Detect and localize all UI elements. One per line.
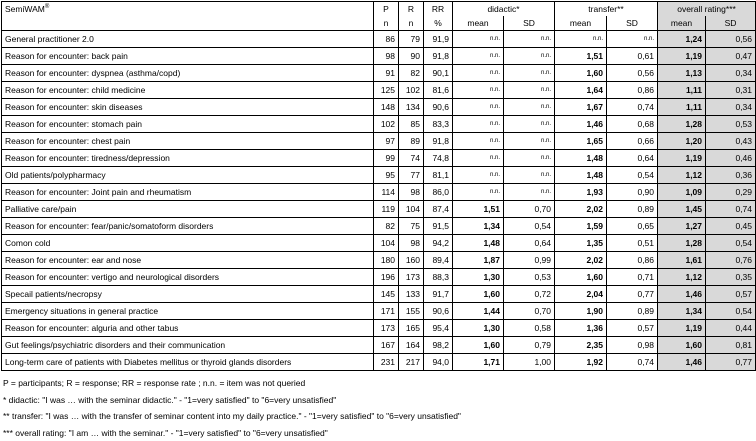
cell-responses: 134 bbox=[399, 99, 424, 116]
cell-overall-mean: 1,60 bbox=[658, 337, 706, 354]
registered-mark: ® bbox=[45, 4, 49, 10]
cell-seminar: Reason for encounter: Joint pain and rheumatism bbox=[2, 184, 374, 201]
header-rr: RR bbox=[424, 2, 453, 17]
cell-didactic-sd: 0,53 bbox=[504, 269, 555, 286]
note-overall: *** overall rating: "I am … with the seminar." - "1=very satisfied" to "6=very unsatisfied" bbox=[3, 425, 756, 441]
cell-seminar: Reason for encounter: child medicine bbox=[2, 82, 374, 99]
cell-transfer-mean: 2,04 bbox=[555, 286, 607, 303]
subheader-p-n: n bbox=[374, 16, 399, 31]
cell-didactic-sd: n.n. bbox=[504, 184, 555, 201]
cell-participants: 99 bbox=[374, 150, 399, 167]
table-title: SemiWAM bbox=[5, 4, 45, 14]
cell-didactic-mean: 1,51 bbox=[453, 201, 504, 218]
cell-overall-mean: 1,09 bbox=[658, 184, 706, 201]
cell-transfer-mean: 1,35 bbox=[555, 235, 607, 252]
cell-responses: 85 bbox=[399, 116, 424, 133]
cell-didactic-sd: n.n. bbox=[504, 48, 555, 65]
cell-participants: 104 bbox=[374, 235, 399, 252]
cell-transfer-mean: 2,02 bbox=[555, 201, 607, 218]
table-row bbox=[2, 82, 756, 99]
cell-didactic-mean: n.n. bbox=[453, 133, 504, 150]
cell-responses: 155 bbox=[399, 303, 424, 320]
cell-responses: 164 bbox=[399, 337, 424, 354]
table-row bbox=[2, 286, 756, 303]
cell-participants: 98 bbox=[374, 48, 399, 65]
cell-overall-sd: 0,54 bbox=[706, 235, 756, 252]
cell-didactic-mean: 1,60 bbox=[453, 286, 504, 303]
cell-response-rate: 81,1 bbox=[424, 167, 453, 184]
cell-overall-mean: 1,46 bbox=[658, 354, 706, 371]
cell-participants: 97 bbox=[374, 133, 399, 150]
table-row bbox=[2, 320, 756, 337]
cell-transfer-sd: 0,66 bbox=[607, 133, 658, 150]
cell-overall-mean: 1,19 bbox=[658, 150, 706, 167]
table-row bbox=[2, 184, 756, 201]
cell-didactic-mean: 1,87 bbox=[453, 252, 504, 269]
cell-overall-mean: 1,19 bbox=[658, 320, 706, 337]
cell-transfer-mean: 1,60 bbox=[555, 269, 607, 286]
cell-participants: 91 bbox=[374, 65, 399, 82]
cell-response-rate: 91,9 bbox=[424, 31, 453, 48]
cell-responses: 133 bbox=[399, 286, 424, 303]
cell-responses: 79 bbox=[399, 31, 424, 48]
cell-overall-mean: 1,28 bbox=[658, 235, 706, 252]
cell-overall-sd: 0,47 bbox=[706, 48, 756, 65]
subheader-overall-mean: mean bbox=[658, 16, 706, 31]
cell-transfer-sd: 0,71 bbox=[607, 269, 658, 286]
cell-transfer-mean: 1,48 bbox=[555, 167, 607, 184]
cell-overall-mean: 1,61 bbox=[658, 252, 706, 269]
cell-responses: 98 bbox=[399, 235, 424, 252]
cell-didactic-mean: 1,30 bbox=[453, 269, 504, 286]
cell-response-rate: 83,3 bbox=[424, 116, 453, 133]
cell-didactic-mean: n.n. bbox=[453, 99, 504, 116]
table-row bbox=[2, 235, 756, 252]
table-row bbox=[2, 65, 756, 82]
cell-participants: 95 bbox=[374, 167, 399, 184]
cell-participants: 171 bbox=[374, 303, 399, 320]
cell-responses: 74 bbox=[399, 150, 424, 167]
cell-didactic-sd: n.n. bbox=[504, 82, 555, 99]
cell-response-rate: 91,7 bbox=[424, 286, 453, 303]
cell-overall-sd: 0,54 bbox=[706, 303, 756, 320]
cell-overall-mean: 1,12 bbox=[658, 167, 706, 184]
cell-responses: 75 bbox=[399, 218, 424, 235]
cell-responses: 160 bbox=[399, 252, 424, 269]
cell-didactic-mean: n.n. bbox=[453, 82, 504, 99]
cell-response-rate: 90,1 bbox=[424, 65, 453, 82]
cell-overall-sd: 0,44 bbox=[706, 320, 756, 337]
table-row bbox=[2, 150, 756, 167]
cell-participants: 125 bbox=[374, 82, 399, 99]
cell-participants: 114 bbox=[374, 184, 399, 201]
cell-didactic-mean: 1,71 bbox=[453, 354, 504, 371]
cell-transfer-sd: 0,77 bbox=[607, 286, 658, 303]
cell-transfer-mean: 1,36 bbox=[555, 320, 607, 337]
subheader-overall-sd: SD bbox=[706, 16, 756, 31]
note-didactic: * didactic: "I was … with the seminar didactic." - "1=very satisfied" to "6=very unsatisfied" bbox=[3, 392, 756, 409]
cell-overall-sd: 0,31 bbox=[706, 82, 756, 99]
cell-seminar: Gut feelings/psychiatric disorders and their communication bbox=[2, 337, 374, 354]
cell-transfer-sd: 0,89 bbox=[607, 201, 658, 218]
cell-response-rate: 95,4 bbox=[424, 320, 453, 337]
cell-didactic-sd: 0,70 bbox=[504, 303, 555, 320]
cell-didactic-mean: n.n. bbox=[453, 150, 504, 167]
table-row bbox=[2, 31, 756, 48]
evaluation-table bbox=[1, 1, 756, 371]
subheader-didactic-mean: mean bbox=[453, 16, 504, 31]
cell-transfer-mean: 2,35 bbox=[555, 337, 607, 354]
cell-response-rate: 74,8 bbox=[424, 150, 453, 167]
table-body bbox=[2, 31, 756, 371]
cell-response-rate: 90,6 bbox=[424, 303, 453, 320]
cell-transfer-mean: 1,92 bbox=[555, 354, 607, 371]
cell-transfer-mean: 1,90 bbox=[555, 303, 607, 320]
cell-responses: 90 bbox=[399, 48, 424, 65]
cell-overall-mean: 1,20 bbox=[658, 133, 706, 150]
cell-transfer-sd: 0,64 bbox=[607, 150, 658, 167]
cell-didactic-sd: n.n. bbox=[504, 150, 555, 167]
cell-transfer-sd: 0,61 bbox=[607, 48, 658, 65]
cell-overall-sd: 0,56 bbox=[706, 31, 756, 48]
cell-overall-mean: 1,24 bbox=[658, 31, 706, 48]
table-row bbox=[2, 337, 756, 354]
cell-overall-sd: 0,43 bbox=[706, 133, 756, 150]
header-transfer: transfer** bbox=[555, 2, 658, 17]
cell-transfer-sd: 0,51 bbox=[607, 235, 658, 252]
cell-participants: 119 bbox=[374, 201, 399, 218]
cell-overall-sd: 0,36 bbox=[706, 167, 756, 184]
cell-overall-sd: 0,34 bbox=[706, 65, 756, 82]
cell-didactic-sd: 0,79 bbox=[504, 337, 555, 354]
cell-overall-sd: 0,77 bbox=[706, 354, 756, 371]
cell-didactic-sd: 0,58 bbox=[504, 320, 555, 337]
cell-didactic-mean: 1,60 bbox=[453, 337, 504, 354]
table-row bbox=[2, 167, 756, 184]
cell-seminar: Specail patients/necropsy bbox=[2, 286, 374, 303]
cell-didactic-mean: 1,34 bbox=[453, 218, 504, 235]
cell-seminar: Reason for encounter: back pain bbox=[2, 48, 374, 65]
cell-seminar: Reason for encounter: alguria and other tabus bbox=[2, 320, 374, 337]
cell-didactic-sd: n.n. bbox=[504, 116, 555, 133]
subheader-empty bbox=[2, 16, 374, 31]
cell-transfer-sd: 0,86 bbox=[607, 252, 658, 269]
cell-overall-mean: 1,46 bbox=[658, 286, 706, 303]
cell-overall-sd: 0,74 bbox=[706, 201, 756, 218]
cell-responses: 82 bbox=[399, 65, 424, 82]
cell-transfer-sd: 0,65 bbox=[607, 218, 658, 235]
cell-didactic-mean: 1,30 bbox=[453, 320, 504, 337]
cell-didactic-mean: n.n. bbox=[453, 167, 504, 184]
cell-overall-mean: 1,19 bbox=[658, 48, 706, 65]
cell-responses: 165 bbox=[399, 320, 424, 337]
cell-didactic-mean: 1,44 bbox=[453, 303, 504, 320]
cell-transfer-mean: 1,67 bbox=[555, 99, 607, 116]
cell-response-rate: 91,8 bbox=[424, 133, 453, 150]
cell-didactic-sd: 0,70 bbox=[504, 201, 555, 218]
cell-response-rate: 86,0 bbox=[424, 184, 453, 201]
subheader-row bbox=[2, 16, 756, 31]
cell-participants: 231 bbox=[374, 354, 399, 371]
cell-transfer-sd: 0,57 bbox=[607, 320, 658, 337]
subheader-transfer-sd: SD bbox=[607, 16, 658, 31]
cell-transfer-sd: 0,98 bbox=[607, 337, 658, 354]
cell-didactic-mean: n.n. bbox=[453, 31, 504, 48]
cell-seminar: Old patients/polypharmacy bbox=[2, 167, 374, 184]
cell-response-rate: 94,0 bbox=[424, 354, 453, 371]
cell-seminar: Reason for encounter: stomach pain bbox=[2, 116, 374, 133]
cell-seminar: Reason for encounter: chest pain bbox=[2, 133, 374, 150]
cell-seminar: Palliative care/pain bbox=[2, 201, 374, 218]
cell-transfer-mean: 1,46 bbox=[555, 116, 607, 133]
cell-responses: 104 bbox=[399, 201, 424, 218]
cell-didactic-sd: 0,54 bbox=[504, 218, 555, 235]
table-row bbox=[2, 354, 756, 371]
cell-transfer-mean: 1,64 bbox=[555, 82, 607, 99]
cell-transfer-mean: 1,93 bbox=[555, 184, 607, 201]
cell-participants: 82 bbox=[374, 218, 399, 235]
table-row bbox=[2, 218, 756, 235]
cell-transfer-sd: 0,68 bbox=[607, 116, 658, 133]
table-row bbox=[2, 133, 756, 150]
cell-seminar: Reason for encounter: tiredness/depression bbox=[2, 150, 374, 167]
cell-transfer-sd: 0,54 bbox=[607, 167, 658, 184]
cell-overall-sd: 0,46 bbox=[706, 150, 756, 167]
cell-didactic-mean: n.n. bbox=[453, 184, 504, 201]
table-row bbox=[2, 201, 756, 218]
cell-seminar: Reason for encounter: vertigo and neurological disorders bbox=[2, 269, 374, 286]
header-r: R bbox=[399, 2, 424, 17]
cell-responses: 77 bbox=[399, 167, 424, 184]
cell-didactic-sd: n.n. bbox=[504, 133, 555, 150]
note-transfer: ** transfer: "I was … with the transfer of seminar content into my daily practice." - "1=very satisfied" to "6=very unsatisfied" bbox=[3, 408, 756, 425]
header-overall: overall rating*** bbox=[658, 2, 756, 17]
table-row bbox=[2, 252, 756, 269]
cell-participants: 167 bbox=[374, 337, 399, 354]
cell-didactic-sd: n.n. bbox=[504, 65, 555, 82]
cell-responses: 173 bbox=[399, 269, 424, 286]
cell-participants: 86 bbox=[374, 31, 399, 48]
cell-participants: 173 bbox=[374, 320, 399, 337]
cell-transfer-sd: 0,74 bbox=[607, 99, 658, 116]
cell-transfer-mean: 1,48 bbox=[555, 150, 607, 167]
cell-overall-sd: 0,76 bbox=[706, 252, 756, 269]
cell-response-rate: 94,2 bbox=[424, 235, 453, 252]
cell-overall-sd: 0,81 bbox=[706, 337, 756, 354]
cell-didactic-mean: n.n. bbox=[453, 48, 504, 65]
subheader-rr-pct: % bbox=[424, 16, 453, 31]
cell-responses: 98 bbox=[399, 184, 424, 201]
cell-overall-mean: 1,11 bbox=[658, 82, 706, 99]
cell-overall-sd: 0,53 bbox=[706, 116, 756, 133]
cell-overall-sd: 0,34 bbox=[706, 99, 756, 116]
note-abbreviations: P = participants; R = response; RR = response rate ; n.n. = item was not queried bbox=[3, 375, 756, 392]
cell-seminar: Reason for encounter: fear/panic/somatoform disorders bbox=[2, 218, 374, 235]
cell-didactic-sd: n.n. bbox=[504, 31, 555, 48]
cell-transfer-sd: 0,86 bbox=[607, 82, 658, 99]
cell-didactic-sd: 0,72 bbox=[504, 286, 555, 303]
cell-seminar: General practitioner 2.0 bbox=[2, 31, 374, 48]
cell-transfer-sd: 0,56 bbox=[607, 65, 658, 82]
cell-participants: 196 bbox=[374, 269, 399, 286]
header-p: P bbox=[374, 2, 399, 17]
subheader-transfer-mean: mean bbox=[555, 16, 607, 31]
cell-response-rate: 88,3 bbox=[424, 269, 453, 286]
table-row bbox=[2, 116, 756, 133]
cell-overall-mean: 1,45 bbox=[658, 201, 706, 218]
cell-didactic-mean: n.n. bbox=[453, 65, 504, 82]
cell-response-rate: 81,6 bbox=[424, 82, 453, 99]
cell-didactic-sd: 0,64 bbox=[504, 235, 555, 252]
cell-responses: 217 bbox=[399, 354, 424, 371]
table-row bbox=[2, 48, 756, 65]
cell-overall-mean: 1,28 bbox=[658, 116, 706, 133]
subheader-r-n: n bbox=[399, 16, 424, 31]
table-row bbox=[2, 99, 756, 116]
header-row bbox=[2, 2, 756, 17]
cell-transfer-mean: 1,60 bbox=[555, 65, 607, 82]
cell-didactic-sd: 0,99 bbox=[504, 252, 555, 269]
cell-overall-mean: 1,11 bbox=[658, 99, 706, 116]
cell-seminar: Emergency situations in general practice bbox=[2, 303, 374, 320]
cell-responses: 102 bbox=[399, 82, 424, 99]
cell-overall-mean: 1,27 bbox=[658, 218, 706, 235]
cell-overall-mean: 1,34 bbox=[658, 303, 706, 320]
table-notes bbox=[3, 375, 756, 441]
cell-participants: 148 bbox=[374, 99, 399, 116]
cell-participants: 180 bbox=[374, 252, 399, 269]
cell-response-rate: 91,5 bbox=[424, 218, 453, 235]
cell-overall-sd: 0,45 bbox=[706, 218, 756, 235]
table-title-cell bbox=[2, 2, 374, 17]
cell-didactic-sd: 1,00 bbox=[504, 354, 555, 371]
table-row bbox=[2, 303, 756, 320]
cell-transfer-mean: 1,51 bbox=[555, 48, 607, 65]
cell-overall-sd: 0,29 bbox=[706, 184, 756, 201]
cell-didactic-mean: 1,48 bbox=[453, 235, 504, 252]
header-didactic: didactic* bbox=[453, 2, 555, 17]
cell-transfer-sd: n.n. bbox=[607, 31, 658, 48]
cell-transfer-mean: 1,59 bbox=[555, 218, 607, 235]
cell-response-rate: 91,8 bbox=[424, 48, 453, 65]
cell-seminar: Comon cold bbox=[2, 235, 374, 252]
cell-responses: 89 bbox=[399, 133, 424, 150]
cell-overall-mean: 1,12 bbox=[658, 269, 706, 286]
cell-transfer-sd: 0,74 bbox=[607, 354, 658, 371]
cell-seminar: Reason for encounter: ear and nose bbox=[2, 252, 374, 269]
cell-didactic-sd: n.n. bbox=[504, 99, 555, 116]
cell-response-rate: 87,4 bbox=[424, 201, 453, 218]
cell-didactic-mean: n.n. bbox=[453, 116, 504, 133]
cell-participants: 102 bbox=[374, 116, 399, 133]
cell-overall-sd: 0,35 bbox=[706, 269, 756, 286]
cell-seminar: Reason for encounter: skin diseases bbox=[2, 99, 374, 116]
cell-transfer-mean: 2,02 bbox=[555, 252, 607, 269]
table-row bbox=[2, 269, 756, 286]
subheader-didactic-sd: SD bbox=[504, 16, 555, 31]
cell-didactic-sd: n.n. bbox=[504, 167, 555, 184]
cell-seminar: Long-term care of patients with Diabetes mellitus or thyroid glands disorders bbox=[2, 354, 374, 371]
cell-transfer-sd: 0,90 bbox=[607, 184, 658, 201]
cell-seminar: Reason for encounter: dyspnea (asthma/copd) bbox=[2, 65, 374, 82]
cell-participants: 145 bbox=[374, 286, 399, 303]
cell-overall-mean: 1,13 bbox=[658, 65, 706, 82]
cell-response-rate: 89,4 bbox=[424, 252, 453, 269]
cell-transfer-sd: 0,89 bbox=[607, 303, 658, 320]
cell-overall-sd: 0,57 bbox=[706, 286, 756, 303]
cell-response-rate: 90,6 bbox=[424, 99, 453, 116]
cell-response-rate: 98,2 bbox=[424, 337, 453, 354]
cell-transfer-mean: 1,65 bbox=[555, 133, 607, 150]
cell-transfer-mean: n.n. bbox=[555, 31, 607, 48]
